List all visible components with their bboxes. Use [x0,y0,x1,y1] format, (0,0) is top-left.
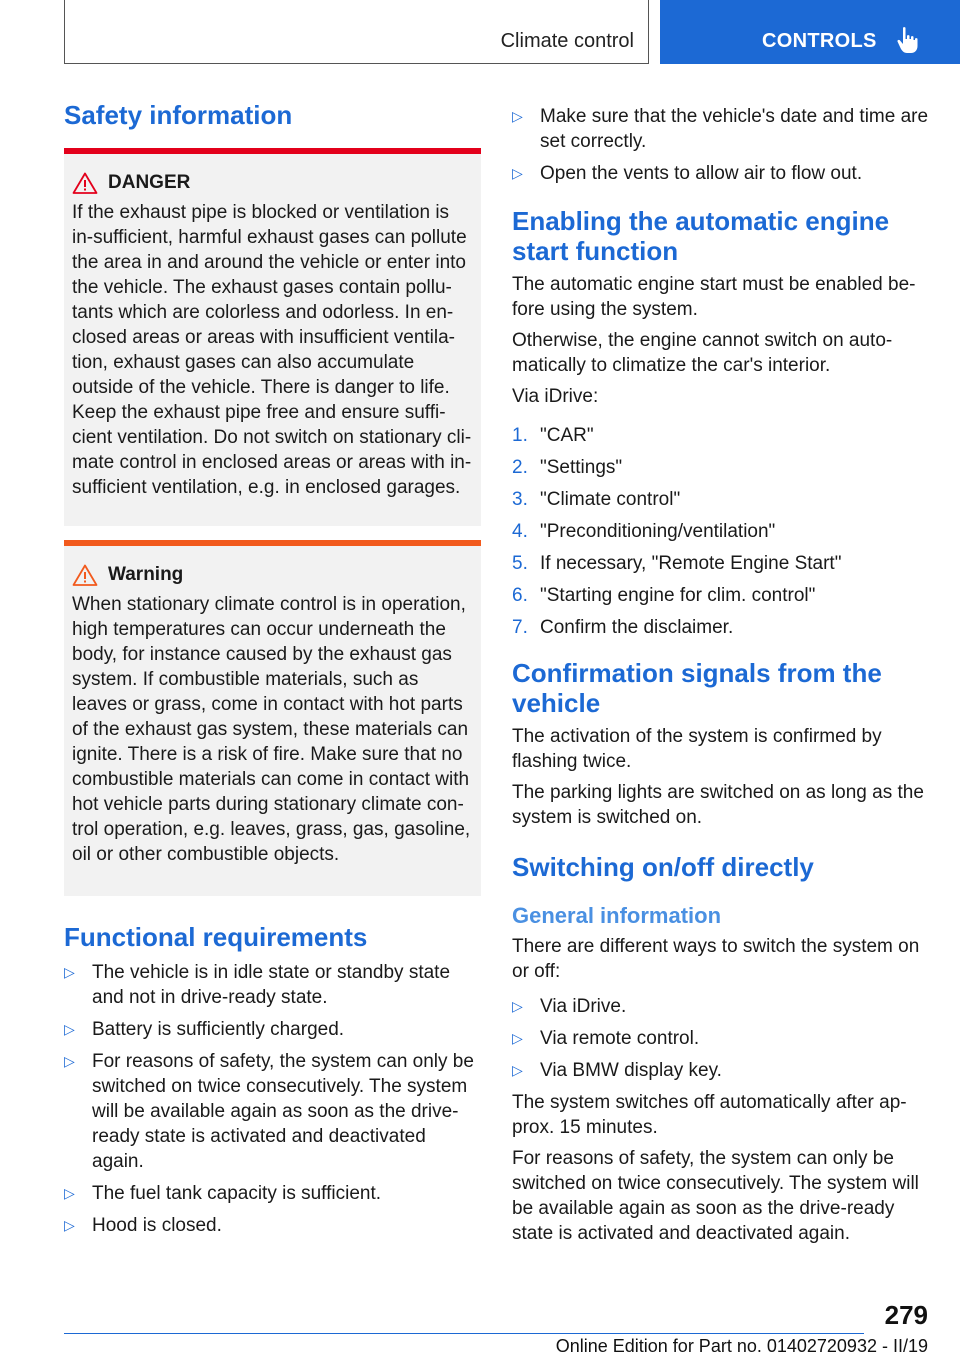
list-item: 5. If necessary, "Remote Engine Start" [512,553,842,574]
list-item: ▷ The fuel tank capacity is sufficient. [64,1183,382,1204]
list-item: 6. "Starting engine for clim. control" [512,585,816,606]
enable-paragraph-1: The automatic engine start must be enabled be-fore using the system. [512,274,916,320]
triangle-bullet-icon: ▷ [64,1217,75,1233]
triangle-bullet-icon: ▷ [512,998,523,1014]
switching-methods-list [512,994,930,1083]
right-column [512,104,930,1246]
danger-title: DANGER [108,172,191,193]
functional-requirements-list [64,960,481,1238]
general-paragraph-2: The system switches off automatically after ap-prox. 15 minutes. [512,1092,907,1138]
triangle-bullet-icon: ▷ [64,1185,75,1201]
warning-title-row [72,564,481,586]
safety-information-heading: Safety information [64,100,293,130]
warning-title: Warning [108,564,184,585]
warning-text: When stationary climate control is in operation, high temperatures can occur underneath the body, for instance caused by the exhaust gas system. If combustible materials, such as leaves or grass, come in contact with hot parts of the exhaust gas system, these materials can ignite. There is a risk of fire. Make sure that no combustible materials can come in contact with hot vehicle parts during stationary climate con-trol operation, e.g. leaves, grass, gas, gasoline, oil or other combustible objects. [72,594,471,865]
header-chapter-tab [660,0,960,64]
warning-box [64,540,481,896]
list-item: ▷ Open the vents to allow air to flow out. [512,163,863,184]
general-paragraph-1: There are different ways to switch the system on or off: [512,936,920,982]
preconditions-list [512,104,930,186]
via-idrive-label: Via iDrive: [512,386,599,407]
general-paragraph-3: For reasons of safety, the system can only be switched on twice consecutively. The system will be available again as soon as the drive-ready state is activated and deactivated again. [512,1148,919,1244]
warning-triangle-icon [72,172,98,194]
header-section-box [64,0,649,64]
triangle-bullet-icon: ▷ [512,165,523,181]
header-chapter-label: CONTROLS [762,30,877,52]
list-item: ▷ Via BMW display key. [512,1060,722,1081]
list-item: 3. "Climate control" [512,489,681,510]
danger-title-row [72,172,481,194]
page-number: 279 [884,1300,928,1330]
footer-divider [64,1333,864,1334]
triangle-bullet-icon: ▷ [512,1062,523,1078]
confirm-paragraph-2: The parking lights are switched on as long as the system is switched on. [512,782,924,828]
list-item: ▷ For reasons of safety, the system can only be switched on twice consecutively. The system will be available again as soon as the drive-ready state is activated and deactivated again. [64,1051,474,1172]
enable-paragraph-2: Otherwise, the engine cannot switch on auto-matically to climatize the car's interior. [512,330,893,376]
confirm-paragraph-1: The activation of the system is confirmed by flashing twice. [512,726,882,772]
enable-engine-start-heading: Enabling the automatic engine start function [512,206,890,266]
list-item: ▷ Make sure that the vehicle's date and time are set correctly. [512,106,929,152]
triangle-bullet-icon: ▷ [64,964,75,980]
triangle-bullet-icon: ▷ [512,1030,523,1046]
left-column [64,100,481,1245]
list-item: 7. Confirm the disclaimer. [512,617,734,638]
warning-triangle-icon [72,564,98,586]
list-item: ▷ Hood is closed. [64,1215,222,1236]
list-item: ▷ Via iDrive. [512,996,627,1017]
confirmation-signals-heading: Confirmation signals from the vehicle [512,658,882,718]
idrive-steps-list [512,423,930,640]
footer-edition: Online Edition for Part no. 01402720932 - II/19 [555,1336,928,1356]
list-item: 1. "CAR" [512,425,594,446]
list-item: 4. "Preconditioning/ventilation" [512,521,776,542]
header-section-title: Climate control [500,30,634,52]
triangle-bullet-icon: ▷ [64,1021,75,1037]
list-item: ▷ Battery is sufficiently charged. [64,1019,345,1040]
list-item: 2. "Settings" [512,457,623,478]
hand-pointer-icon [896,26,920,54]
triangle-bullet-icon: ▷ [512,108,523,124]
triangle-bullet-icon: ▷ [64,1053,75,1069]
danger-box [64,148,481,526]
list-item: ▷ Via remote control. [512,1028,700,1049]
danger-text: If the exhaust pipe is blocked or ventilation is in-sufficient, harmful exhaust gases can pollute the area in and around the vehicle or enter into the vehicle. The exhaust gases contain pollu-tants which are colorless and odorless. In en-closed areas or areas with insufficient ventila-tion, exhaust gases can also accumulate outside of the vehicle. There is danger to life. Keep the exhaust pipe free and ensure suffi-cient ventilation. Do not switch on stationary cli-mate control in enclosed areas or areas with in-sufficient ventilation, e.g. in enclosed garages. [72,202,472,498]
switching-heading: Switching on/off directly [512,852,814,882]
functional-requirements-heading: Functional requirements [64,922,368,952]
list-item: ▷ The vehicle is in idle state or standby state and not in drive-ready state. [64,962,451,1008]
general-information-heading: General information [512,903,722,928]
